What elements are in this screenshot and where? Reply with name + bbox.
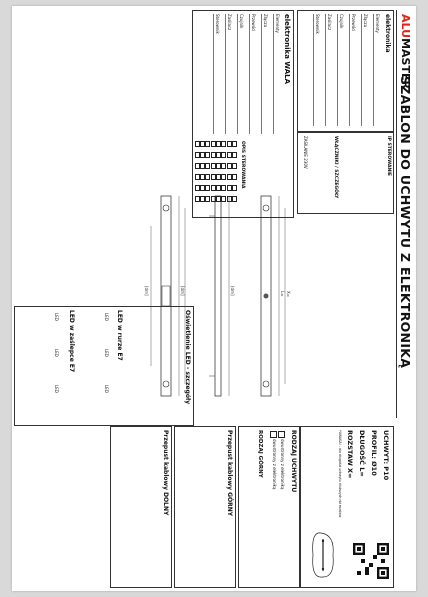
grid-checkbox[interactable] [216, 174, 221, 180]
grid-header: OPIS STEROWANIA [240, 141, 245, 189]
dim-length-label: L= [280, 291, 285, 297]
rodzaj-option-2: dwustronny z elektroniką [272, 439, 277, 490]
electronics-row [237, 14, 243, 134]
dim-bottom-label: [dm] [180, 286, 185, 296]
grid-checkbox[interactable] [232, 152, 237, 158]
spec-row [361, 14, 367, 126]
grid-checkbox[interactable] [200, 174, 205, 180]
przepust-gorny-panel [174, 426, 236, 588]
przepust-gorny-label: Przepust kablowy GÓRNY [226, 430, 233, 517]
left-panel-col2 [297, 132, 394, 214]
profil-label: PROFIL: Ø10 [370, 430, 378, 476]
grid-checkbox[interactable] [216, 141, 221, 147]
grid-checkbox[interactable] [195, 174, 200, 180]
grid-checkbox[interactable] [195, 152, 200, 158]
grid-checkbox[interactable] [211, 141, 216, 147]
page-title: SZABLON DO UCHWYTU Z ELEKTRONIKĄ [398, 76, 413, 369]
elektronika-wala-title: elektronika WALA [283, 14, 291, 85]
section-title: elektronika [384, 14, 391, 53]
grid-checkbox[interactable] [221, 163, 226, 169]
przepust-dolny-panel [110, 426, 172, 588]
rozstaw-label: ROZSTAW X= [346, 430, 354, 479]
rodzaj-option-1: dwustronny z elektroniką [280, 439, 285, 490]
document-sheet [12, 6, 416, 591]
dim-bottom2-label: [dm] [144, 286, 149, 296]
led-w-rurze-label: LED w rurze E7 [116, 310, 123, 361]
grid-checkbox[interactable] [200, 163, 205, 169]
grid-checkbox[interactable] [232, 174, 237, 180]
grid-checkbox[interactable] [227, 163, 232, 169]
electronics-row [249, 14, 255, 134]
grid-checkbox[interactable] [221, 141, 226, 147]
electronics-row [213, 14, 219, 134]
grid-checkbox[interactable] [227, 152, 232, 158]
led-item: LED [54, 349, 59, 357]
spec-label: Złącza [363, 14, 368, 28]
rozstaw-note: *UWAGA! - dla długości uchwytu dłuższych niż rozstaw [338, 430, 342, 518]
grid-checkbox[interactable] [206, 152, 211, 158]
spec-label: Zasilacz [327, 14, 332, 31]
spec-label: Czujnik [339, 14, 344, 29]
spec-label: Sterownik [315, 14, 320, 34]
rotated-drawing-page [12, 6, 416, 591]
rodzaj-label: RODZAJ UCHWYTU [290, 430, 297, 493]
led-w-zaslepce-label: LED w zaślepce E7 [68, 310, 75, 373]
grid-checkbox[interactable] [206, 174, 211, 180]
grid-checkbox[interactable] [200, 141, 205, 147]
spec-row [337, 14, 343, 126]
electronics-row [225, 14, 231, 134]
oswietlenie-panel [14, 306, 194, 426]
electronics-label: Sterownik [215, 14, 220, 34]
grid-checkbox[interactable] [232, 141, 237, 147]
led-item: LED [54, 313, 59, 321]
electronics-label: Czujnik [239, 14, 244, 29]
grid-checkbox[interactable] [216, 163, 221, 169]
spec-label: Przewód [351, 14, 356, 31]
rodzaj-gorny-label: RODZAJ GÓRNY [257, 430, 263, 478]
electronics-label: Elementy [275, 14, 280, 33]
spec-row [349, 14, 355, 126]
led-item: LED [104, 385, 109, 393]
handle-sketch-icon [305, 527, 343, 583]
dlugosc-label: DŁUGOŚĆ L= [358, 430, 366, 477]
grid-checkbox[interactable] [232, 163, 237, 169]
spec-label: Elementy [375, 14, 380, 33]
grid-checkbox[interactable] [200, 152, 205, 158]
dim-mid-label: [dm] [230, 286, 235, 296]
przepust-dolny-label: Przepust kablowy DOLNY [162, 430, 169, 516]
led-item: LED [104, 349, 109, 357]
uchwyt-label: UCHWYT: P10 [382, 430, 390, 481]
grid-checkbox[interactable] [211, 152, 216, 158]
rodzaj-checkbox-1[interactable] [278, 431, 285, 438]
rodzaj-panel [238, 426, 300, 588]
grid-checkbox[interactable] [227, 141, 232, 147]
grid-checkbox[interactable] [216, 152, 221, 158]
grid-checkbox[interactable] [221, 152, 226, 158]
grid-checkbox[interactable] [211, 163, 216, 169]
electronics-label: Przewód [251, 14, 256, 31]
grid-checkbox[interactable] [221, 174, 226, 180]
grid-checkbox[interactable] [195, 163, 200, 169]
grid-checkbox[interactable] [227, 174, 232, 180]
zasilanie-label: ZASILANIE 230V [303, 136, 308, 169]
right-panel-top [300, 426, 394, 588]
spec-row [325, 14, 331, 126]
electronics-label: Zasilacz [227, 14, 232, 31]
grid-checkbox[interactable] [206, 163, 211, 169]
spec-row [373, 14, 379, 126]
dim-x-label: X= [286, 291, 291, 298]
electronics-row [273, 14, 279, 134]
grid-checkbox[interactable] [206, 141, 211, 147]
left-panel [297, 10, 394, 132]
grid-checkbox[interactable] [211, 174, 216, 180]
led-item: LED [104, 313, 109, 321]
electronics-label: Złącza [263, 14, 268, 28]
rodzaj-checkbox-2[interactable] [270, 431, 277, 438]
wlaczniki-label: WŁĄCZNIKI / SZCZEGÓŁY [333, 136, 338, 199]
led-item: LED [54, 385, 59, 393]
qr-code-icon [353, 543, 389, 579]
przyciski-label: IP STEROWANIE [386, 136, 391, 176]
grid-checkbox[interactable] [195, 141, 200, 147]
electronics-row [261, 14, 267, 134]
spec-row [313, 14, 319, 126]
oswietlenie-label: Oświetlenie LED - szczegóły [184, 310, 191, 405]
title-underline [396, 10, 397, 418]
brand-logo: ALUMASTER [399, 14, 412, 89]
